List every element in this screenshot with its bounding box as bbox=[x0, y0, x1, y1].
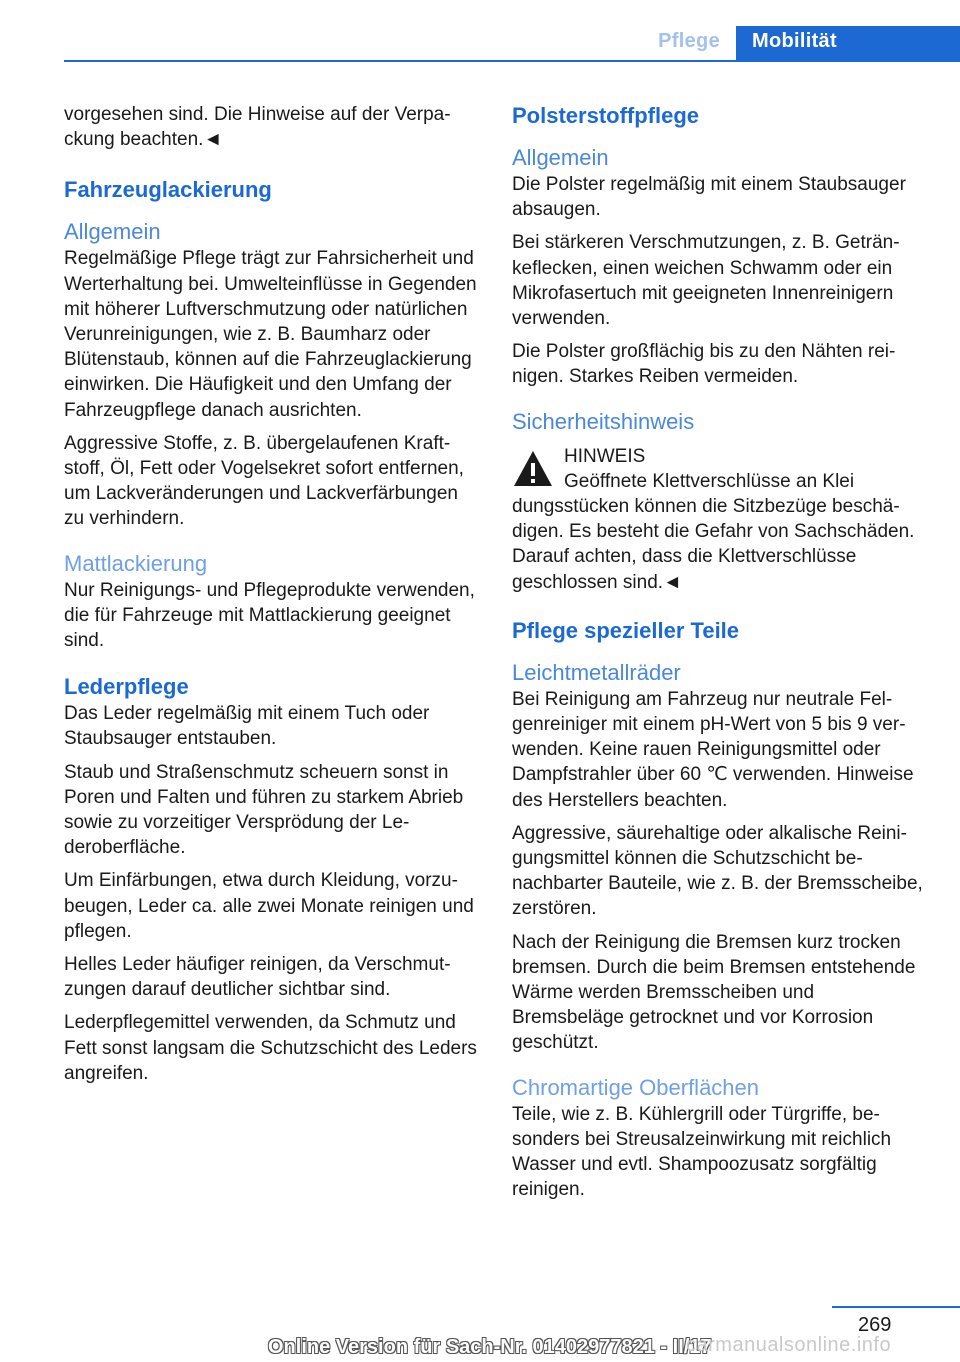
paragraph-mattlackierung: Nur Reinigungs- und Pflegeprodukte verwenden, die für Fahrzeuge mit Mattlackierung geeignet sind. bbox=[64, 579, 475, 652]
subheading-sicherheitshinweis: Sicherheitshinweis bbox=[512, 408, 695, 434]
subheading-mattlackierung: Mattlackierung bbox=[64, 550, 208, 576]
heading-fahrzeuglackierung: Fahrzeuglackierung bbox=[64, 177, 272, 203]
paragraph-leder-4: Helles Leder häufiger reinigen, da Verschmutzungen darauf deutlicher sichtbar sind. bbox=[64, 954, 451, 1001]
notice-first-line: Geöffnete Klettverschlüsse an Klei bbox=[564, 470, 855, 492]
paragraph-allgemein-2: Aggressive Stoffe, z. B. übergelaufenen Kraftstoff, Öl, Fett oder Vogelsekret sofort entfernen, um Lackveränderungen und Lackverfärbungen zu verhindern. bbox=[64, 432, 464, 530]
heading-lederpflege: Lederpflege bbox=[64, 674, 189, 700]
heading-polsterstoffpflege: Polsterstoffpflege bbox=[512, 103, 700, 128]
warning-triangle-icon bbox=[512, 448, 554, 490]
paragraph-leichtmetall-1: Bei Reinigung am Fahrzeug nur neutrale Felgenreiniger mit einem pH-Wert von 5 bis 9 verwenden. Keine rauen Reinigungsmittel oder Dampfstrahler über 60 ℃ verwenden. Hinweise des Herstellers beachten. bbox=[512, 688, 914, 811]
tab-pflege[interactable] bbox=[640, 26, 736, 62]
subheading-leichtmetallraeder: Leichtmetallräder bbox=[512, 659, 681, 685]
heading-pflege-spezieller-teile: Pflege spezieller Teile bbox=[512, 617, 740, 643]
notice-label: HINWEIS bbox=[564, 445, 646, 467]
paragraph-polster-3: Die Polster großflächig bis zu den Nähten reinigen. Starkes Reiben vermeiden. bbox=[512, 341, 896, 388]
online-version-footer: Online Version für Sach-Nr. 01402977821 - II/17 bbox=[268, 1336, 712, 1358]
tab-pflege-label: Pflege bbox=[658, 30, 720, 52]
warning-notice bbox=[512, 444, 930, 595]
paragraph-leder-2: Staub und Straßenschmutz scheuern sonst in Poren und Falten und führen zu starkem Abrieb sowie zu vorzeitiger Versprödung der Lederoberfläche. bbox=[64, 761, 464, 859]
paragraph-leichtmetall-3: Nach der Reinigung die Bremsen kurz trocken bremsen. Durch die beim Bremsen entstehende Wärme werden Bremsscheiben und Bremsbeläge getrocknet und vor Korrosion geschützt. bbox=[512, 931, 916, 1054]
subheading-chromartige-oberflaechen: Chromartige Oberflächen bbox=[512, 1074, 760, 1100]
tab-mobilitaet[interactable] bbox=[736, 26, 960, 62]
right-column bbox=[512, 102, 930, 1211]
watermark: carmanualsonline.info bbox=[686, 1334, 892, 1356]
paragraph-polster-2: Bei stärkeren Verschmutzungen, z. B. Getränkeflecken, einen weichen Schwamm oder ein Mikrofasertuch mit geeigneten Innenreinigern verwenden. bbox=[512, 232, 900, 330]
intro-paragraph: vorgesehen sind. Die Hinweise auf der Verpackung beachten.◄ bbox=[64, 104, 451, 151]
subheading-allgemein-polster: Allgemein bbox=[512, 145, 609, 170]
paragraph-polster-1: Die Polster regelmäßig mit einem Staubsauger absaugen. bbox=[512, 174, 906, 221]
footer-rule bbox=[832, 1306, 960, 1308]
tab-mobilitaet-label: Mobilität bbox=[752, 30, 837, 52]
subheading-allgemein: Allgemein bbox=[64, 219, 161, 245]
left-column bbox=[64, 102, 482, 1094]
paragraph-chrom: Teile, wie z. B. Kühlergrill oder Türgriffe, besonders bei Streusalzeinwirkung mit reichlich Wasser und evtl. Shampoozusatz sorgfältig reinigen. bbox=[512, 1103, 892, 1201]
paragraph-leder-1: Das Leder regelmäßig mit einem Tuch oder Staubsauger entstauben. bbox=[64, 703, 430, 750]
page-number: 269 bbox=[858, 1314, 892, 1336]
paragraph-leder-3: Um Einfärbungen, etwa durch Kleidung, vorzubeugen, Leder ca. alle zwei Monate reinigen und pflegen. bbox=[64, 870, 474, 942]
paragraph-allgemein-1: Regelmäßige Pflege trägt zur Fahrsicherheit und Werterhaltung bei. Umwelteinflüsse in Gegenden mit höherer Luftverschmutzung oder natürlichen Verunreinigungen, wie z. B. Baumharz oder Blütenstaub, können auf die Fahrzeuglackierung einwirken. Die Häufigkeit und den Umfang der Fahrzeugpflege danach ausrichten. bbox=[64, 248, 477, 421]
notice-text: dungsstücken können die Sitzbezüge beschädigen. Es besteht die Gefahr von Sachschäden. Darauf achten, dass die Klettverschlüsse geschlossen sind.◄ bbox=[512, 496, 915, 593]
paragraph-leichtmetall-2: Aggressive, säurehaltige oder alkalische Reinigungsmittel können die Schutzschicht benachbarter Bauteile, wie z. B. der Bremsscheibe, zerstören. bbox=[512, 822, 923, 920]
paragraph-leder-5: Lederpflegemittel verwenden, da Schmutz und Fett sonst langsam die Schutzschicht des Leders angreifen. bbox=[64, 1012, 477, 1084]
